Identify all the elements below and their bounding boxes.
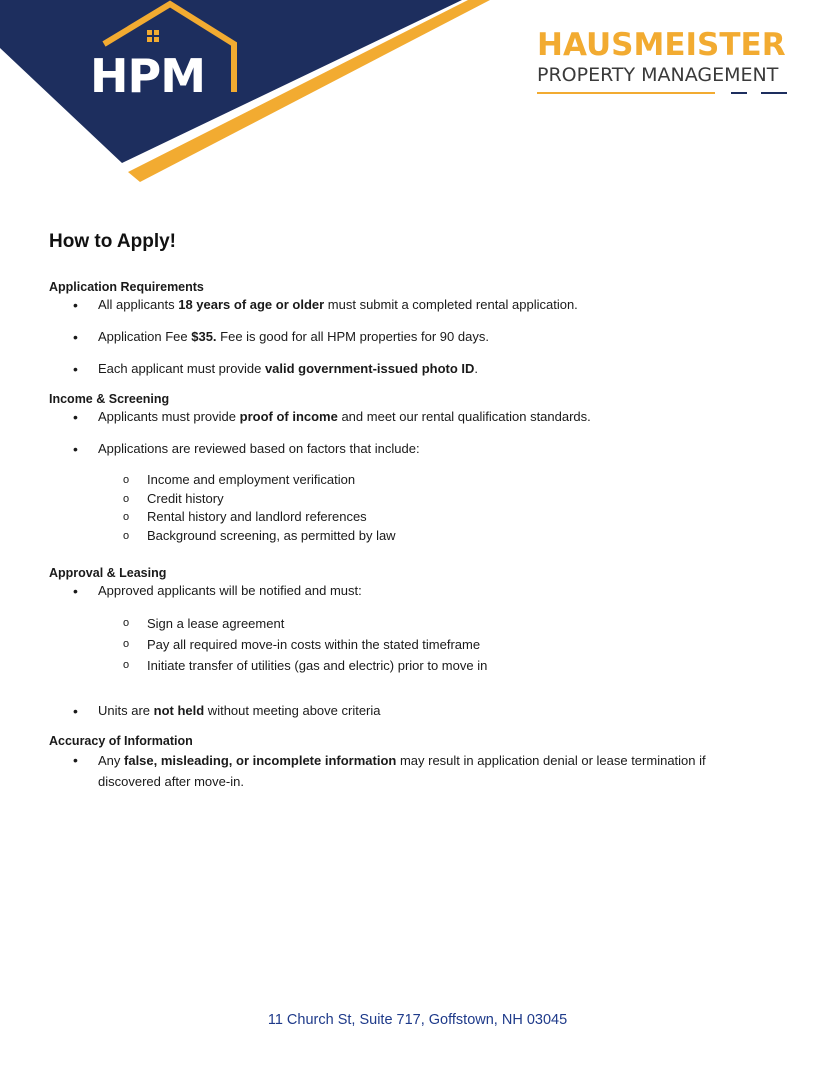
- list-item: o Sign a lease agreement: [49, 613, 789, 634]
- list-item: o Rental history and landlord references: [49, 508, 789, 527]
- list-item: o Income and employment verification: [49, 471, 789, 490]
- list-item: • Applicants must provide proof of income and meet our rental qualification standards.: [49, 408, 789, 426]
- list-item: o Background screening, as permitted by law: [49, 527, 789, 546]
- approval-list: [49, 582, 789, 720]
- section-heading-income: Income & Screening: [49, 392, 170, 406]
- screening-factors-list: [98, 471, 789, 545]
- approval-steps-list: [98, 613, 789, 676]
- house-window-icon: [147, 30, 152, 35]
- list-item: • Units are not held without meeting above criteria: [49, 702, 789, 720]
- list-item: • All applicants 18 years of age or older must submit a completed rental application.: [49, 296, 789, 314]
- section-heading-requirements: Application Requirements: [49, 280, 204, 294]
- brand-underline: [537, 92, 715, 94]
- brand-name: HAUSMEISTER: [537, 27, 786, 63]
- footer-address: 11 Church St, Suite 717, Goffstown, NH 03045: [267, 1012, 568, 1028]
- list-item: o Initiate transfer of utilities (gas and electric) prior to move in: [49, 655, 789, 676]
- section-heading-approval: Approval & Leasing: [49, 566, 167, 580]
- requirements-list: [49, 296, 789, 378]
- list-item: • Applications are reviewed based on factors that include: o Income and employment verification o Credit history o Rental history and landlord references o Background screening, as permitted by law: [49, 440, 789, 545]
- list-item: • Any false, misleading, or incomplete information may result in application denial or lease termination if discovered after move-in.: [49, 750, 789, 792]
- income-list: [49, 408, 789, 545]
- brand-subtitle: PROPERTY MANAGEMENT: [537, 64, 779, 86]
- logo-text: HPM: [90, 49, 205, 103]
- section-heading-accuracy: Accuracy of Information: [49, 734, 193, 748]
- list-item: • Application Fee $35. Fee is good for all HPM properties for 90 days.: [49, 328, 789, 346]
- list-item: • Each applicant must provide valid government-issued photo ID.: [49, 360, 789, 378]
- brand-dash: [731, 92, 747, 94]
- page-title: How to Apply!: [49, 231, 176, 252]
- accuracy-list: [49, 750, 789, 792]
- document-body: [49, 229, 789, 806]
- list-item: o Pay all required move-in costs within the stated timeframe: [49, 634, 789, 655]
- list-item: • Approved applicants will be notified and must: o Sign a lease agreement o Pay all required move-in costs within the stated timeframe o Initiate transfer of utilities (gas and electric) prior to move in: [49, 582, 789, 676]
- brand-block: [537, 28, 797, 86]
- list-item: o Credit history: [49, 490, 789, 509]
- brand-dash: [761, 92, 787, 94]
